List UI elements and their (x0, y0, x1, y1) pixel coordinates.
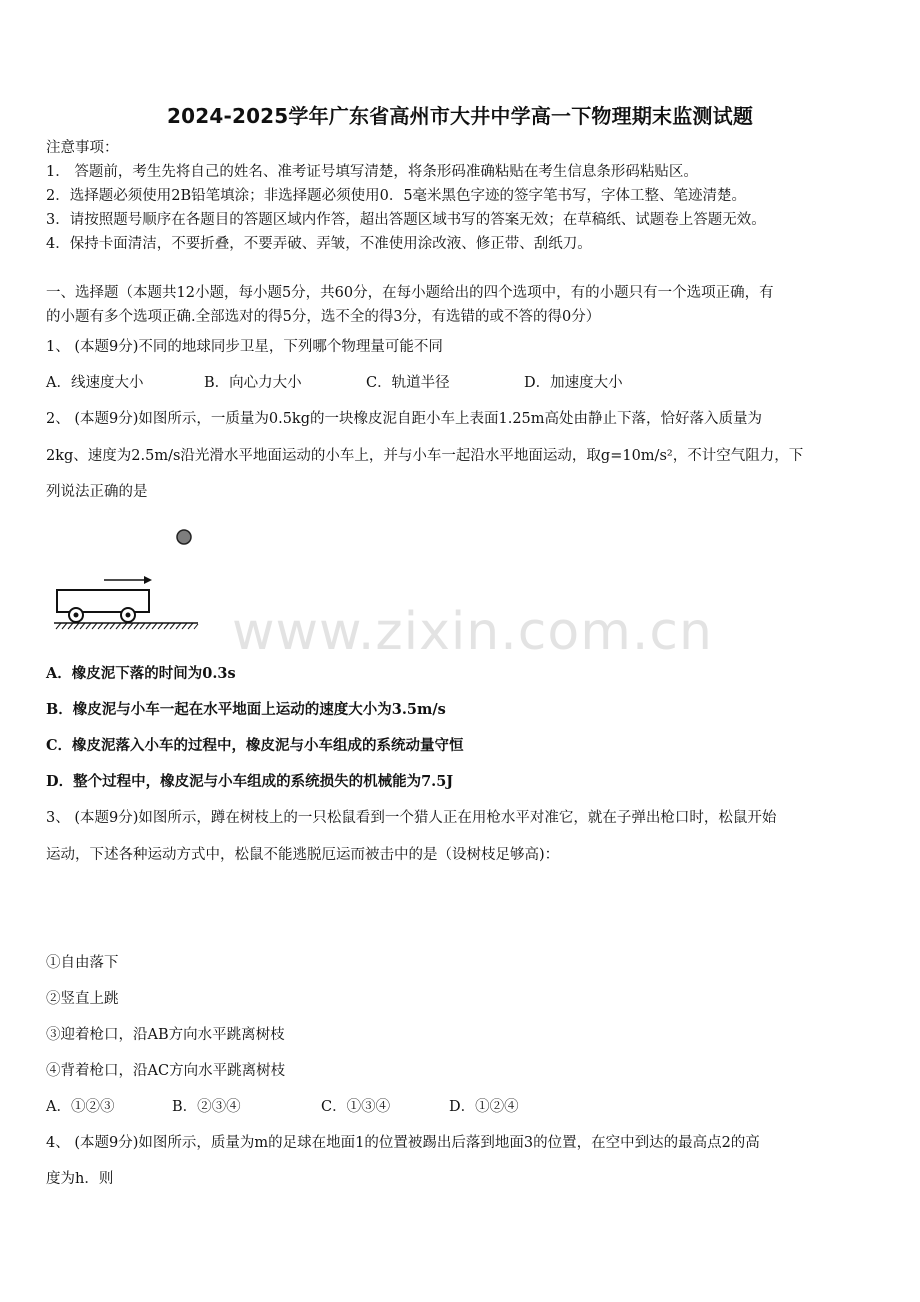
q3-item-3: ③迎着枪口，沿AB方向水平跳离树枝 (46, 1027, 285, 1043)
q3-stem-line-2: 运动，下述各种运动方式中，松鼠不能逃脱厄运而被击中的是（设树枝足够高)： (46, 847, 560, 863)
page-title: 2024-2025学年广东省高州市大井中学高一下物理期末监测试题 (166, 104, 754, 128)
q3-item-1: ①自由落下 (46, 955, 119, 971)
q3-item-2: ②竖直上跳 (46, 991, 119, 1007)
q2-option-a: A．橡皮泥下落的时间为0.3s (46, 665, 236, 682)
putty-ball-icon (177, 530, 191, 544)
q2-option-d: D．整个过程中，橡皮泥与小车组成的系统损失的机械能为7.5J (46, 773, 454, 790)
q3-option-a: A．①②③ (46, 1099, 115, 1115)
notice-item-4: 4．保持卡面清洁，不要折叠，不要弄破、弄皱，不准使用涂改液、修正带、刮纸刀。 (46, 236, 592, 252)
notice-item-1: 1． 答题前，考生先将自己的姓名、准考证号填写清楚，将条形码准确粘贴在考生信息条形码粘贴区。 (46, 164, 698, 180)
cart-body-icon (57, 590, 149, 612)
q1-option-d: D．加速度大小 (524, 375, 623, 391)
q3-stem-line-1: 3、 (本题9分)如图所示，蹲在树枝上的一只松鼠看到一个猎人正在用枪水平对准它，就在子弹出枪口时，松鼠开始 (46, 810, 777, 826)
q1-option-b: B．向心力大小 (204, 375, 302, 391)
q3-option-d: D．①②④ (449, 1099, 519, 1115)
q3-item-4: ④背着枪口，沿AC方向水平跳离树枝 (46, 1063, 286, 1079)
q1-options (46, 373, 623, 393)
section-instructions-line-1: 一、选择题（本题共12小题，每小题5分，共60分，在每小题给出的四个选项中，有的小题只有一个选项正确，有 (46, 285, 774, 301)
q3-option-c: C．①③④ (321, 1099, 391, 1115)
q3-options (46, 1097, 519, 1117)
q2-stem-line-2: 2kg、速度为2.5m/s沿光滑水平地面运动的小车上，并与小车一起沿水平地面运动，取g=10m/s²，不计空气阻力，下 (46, 448, 804, 464)
q2-option-b: B．橡皮泥与小车一起在水平地面上运动的速度大小为3.5m/s (46, 701, 446, 718)
section-instructions-line-2: 的小题有多个选项正确.全部选对的得5分，选不全的得3分，有选错的或不答的得0分） (46, 309, 601, 325)
q2-stem-line-1: 2、 (本题9分)如图所示，一质量为0.5kg的一块橡皮泥自距小车上表面1.25m高处由静止下落，恰好落入质量为 (46, 411, 763, 427)
q2-stem-line-3: 列说法正确的是 (46, 484, 148, 500)
notice-item-3: 3．请按照题号顺序在各题目的答题区域内作答，超出答题区域书写的答案无效；在草稿纸、试题卷上答题无效。 (46, 212, 766, 228)
q1-option-c: C．轨道半径 (366, 375, 450, 391)
q1-option-a: A．线速度大小 (46, 375, 144, 391)
watermark: www.zixin.com.cn (232, 602, 713, 662)
notice-item-2: 2．选择题必须使用2B铅笔填涂；非选择题必须使用0．5毫米黑色字迹的签字笔书写，字体工整、笔迹清楚。 (46, 188, 747, 204)
q4-stem-line-1: 4、 (本题9分)如图所示，质量为m的足球在地面1的位置被踢出后落到地面3的位置，在空中到达的最高点2的高 (46, 1135, 760, 1151)
notice-heading: 注意事项： (46, 140, 119, 156)
q4-stem-line-2: 度为h．则 (46, 1171, 114, 1187)
cart-diagram (52, 522, 202, 634)
q1-stem: 1、 (本题9分)不同的地球同步卫星，下列哪个物理量可能不同 (46, 339, 443, 355)
q3-option-b: B．②③④ (172, 1099, 241, 1115)
q2-option-c: C．橡皮泥落入小车的过程中，橡皮泥与小车组成的系统动量守恒 (46, 737, 464, 754)
